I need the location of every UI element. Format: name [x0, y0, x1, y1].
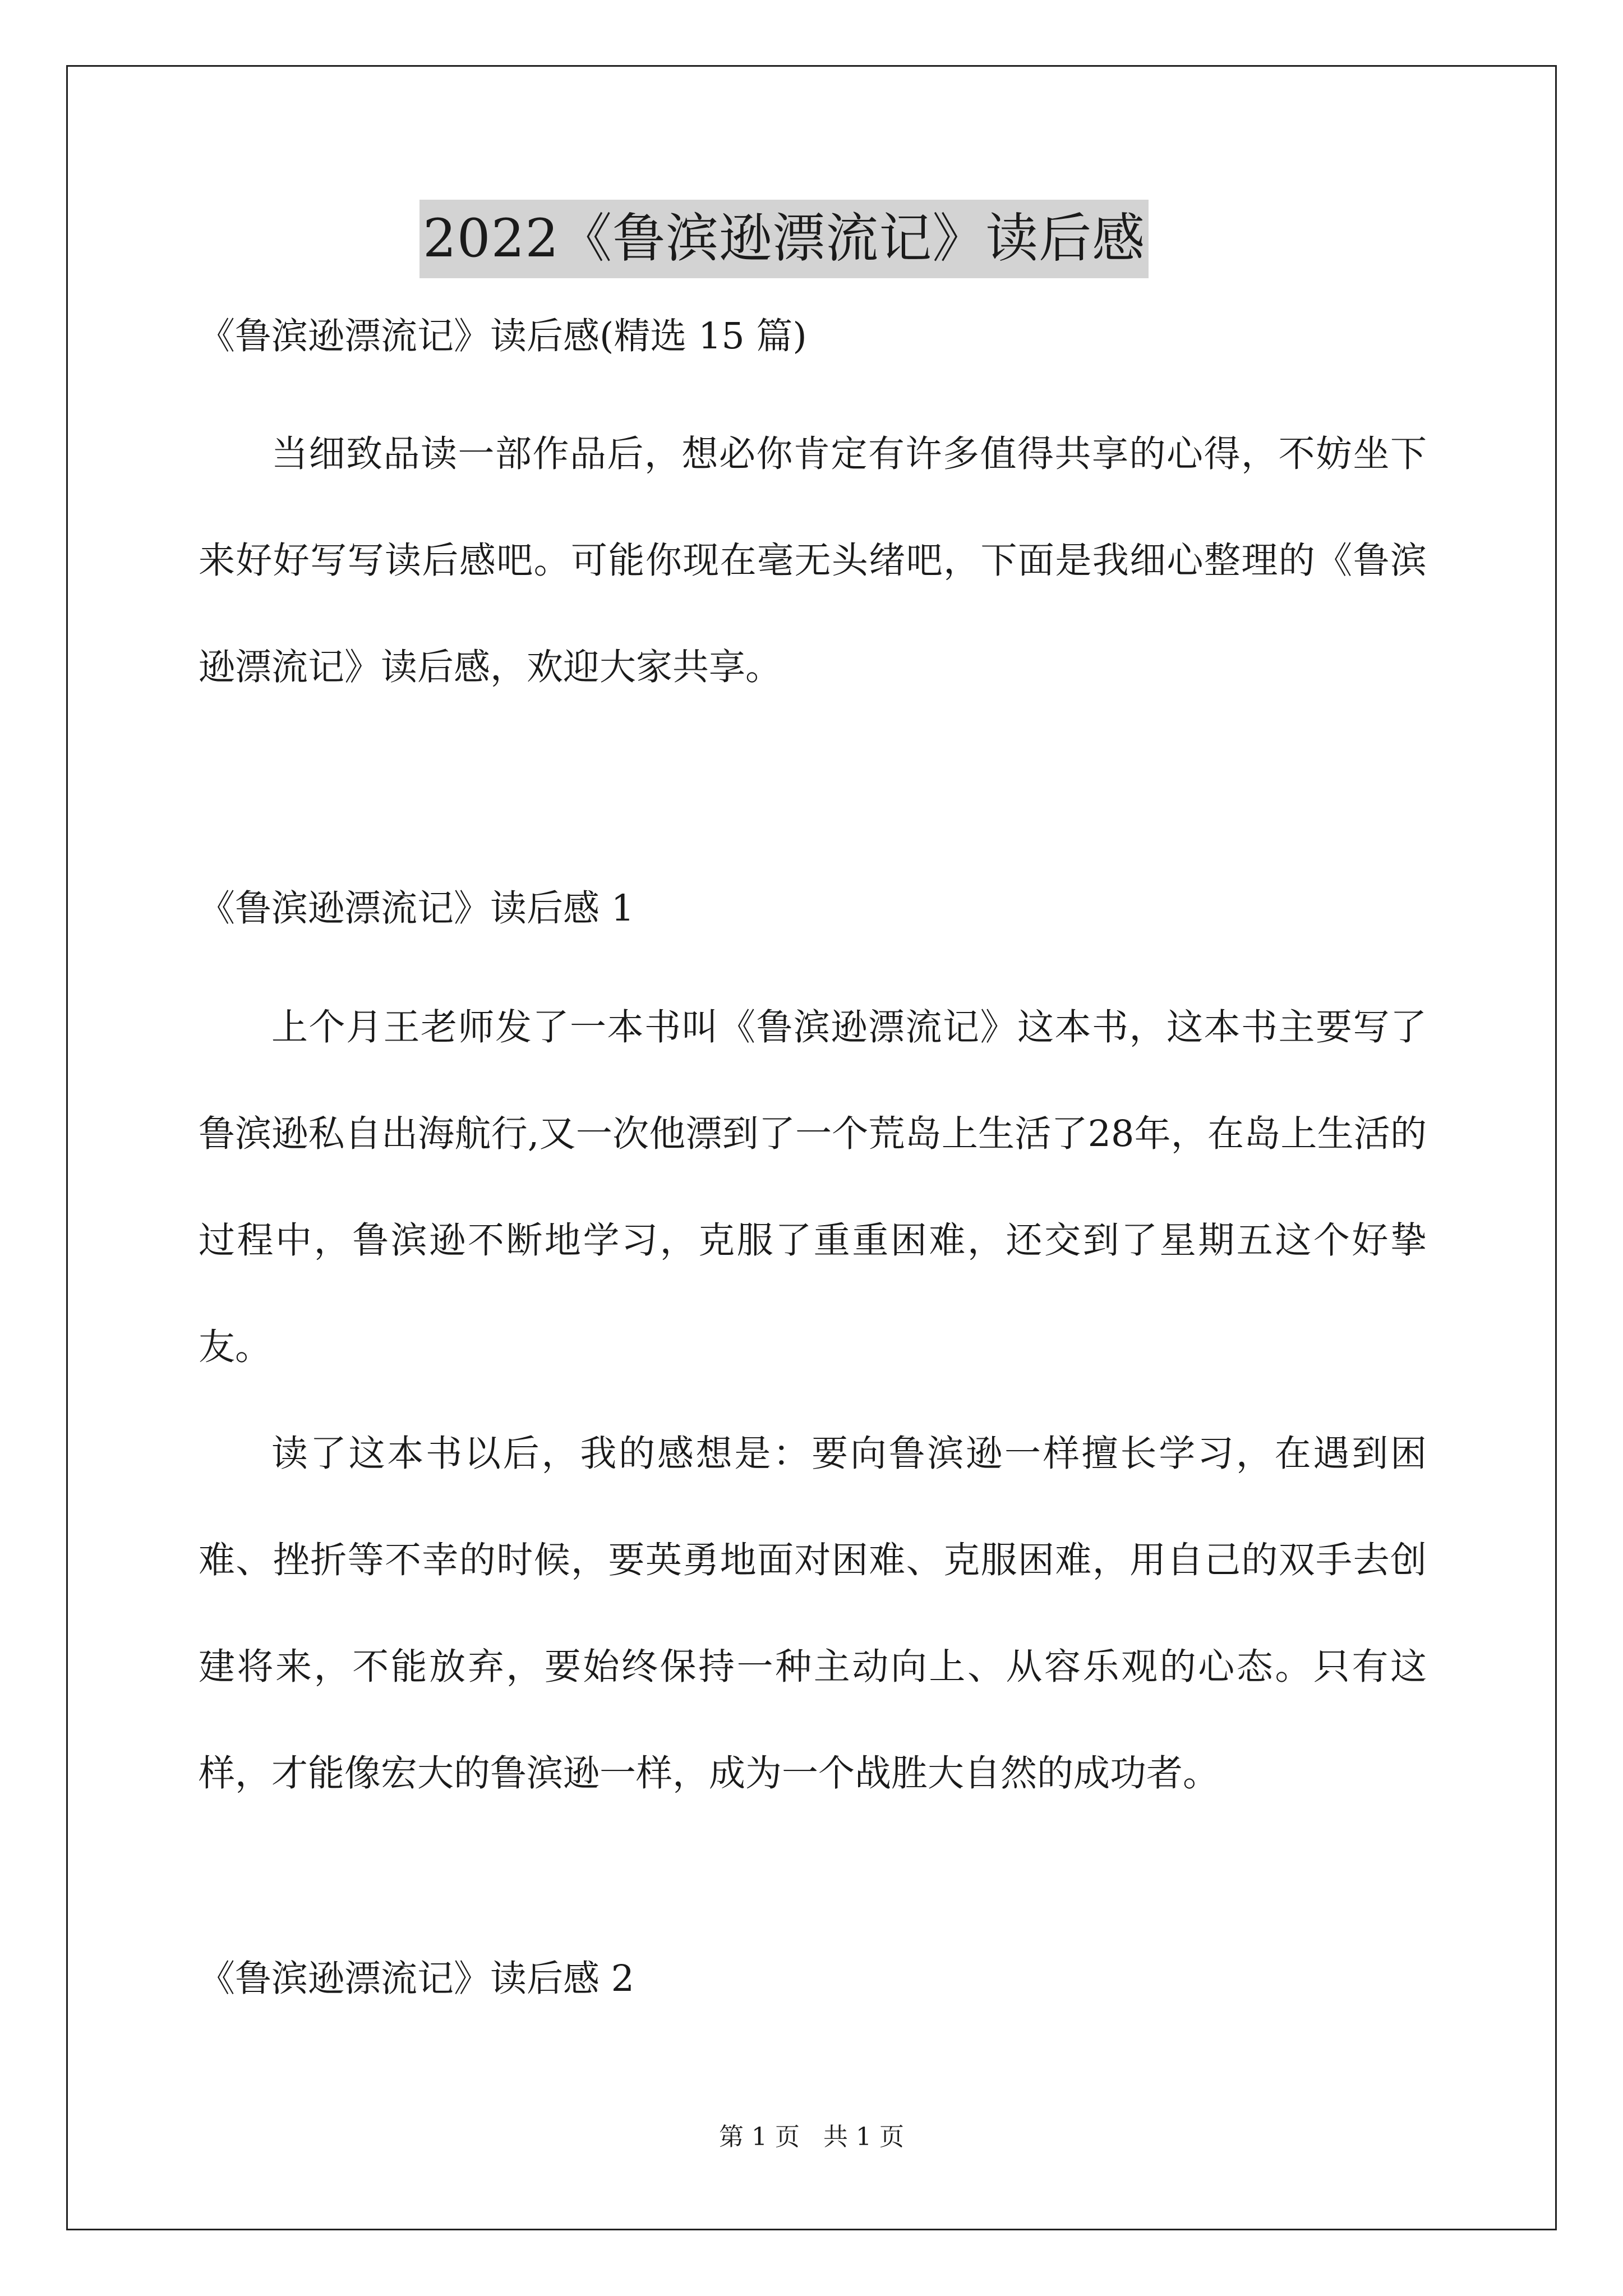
- document-subtitle: 《鲁滨逊漂流记》读后感(精选 15 篇): [199, 315, 807, 357]
- section-heading-2: 《鲁滨逊漂流记》读后感 2: [199, 1958, 635, 2000]
- intro-paragraph: 当细致品读一部作品后，想必你肯定有许多值得共享的心得，不妨坐下来好好写写读后感吧。可能你现在毫无头绪吧，下面是我细心整理的《鲁滨逊漂流记》读后感，欢迎大家共享。: [199, 433, 1427, 688]
- page-footer: 第 1 页 共 1 页: [719, 2123, 904, 2151]
- section-1-paragraph-1: 上个月王老师发了一本书叫《鲁滨逊漂流记》这本书，这本书主要写了鲁滨逊私自出海航行,又一次他漂到了一个荒岛上生活了28年，在岛上生活的过程中，鲁滨逊不断地学习，克服了重重困难，还交到了星期五这个好挚友。: [199, 1006, 1427, 1368]
- section-heading-1: 《鲁滨逊漂流记》读后感 1: [199, 887, 635, 930]
- section-1-paragraph-2: 读了这本书以后，我的感想是：要向鲁滨逊一样擅长学习，在遇到困难、挫折等不幸的时候，要英勇地面对困难、克服困难，用自己的双手去创建将来，不能放弃，要始终保持一种主动向上、从容乐观的心态。只有这样，才能像宏大的鲁滨逊一样，成为一个战胜大自然的成功者。: [199, 1433, 1427, 1795]
- document-title: 2022《鲁滨逊漂流记》读后感: [419, 200, 1149, 278]
